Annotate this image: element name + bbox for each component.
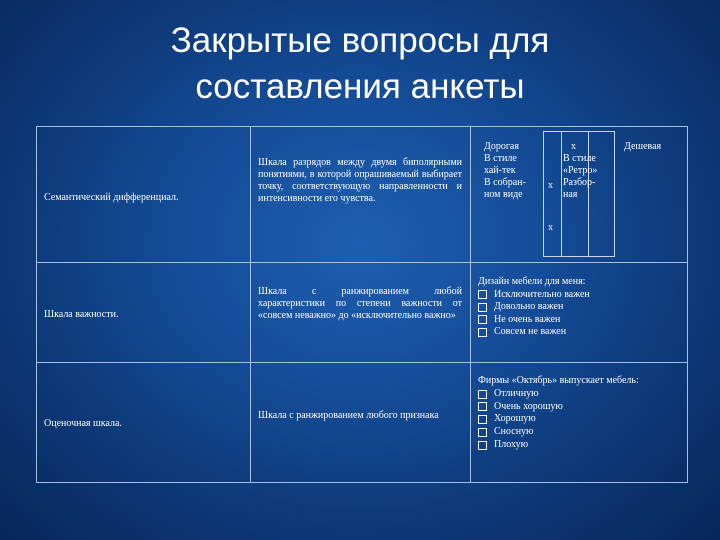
- row-description-rating: Шкала с ранжированием любого признака: [258, 410, 439, 421]
- mark-x: x: [548, 180, 553, 191]
- table-col-divider-1: [250, 126, 251, 483]
- row-name-importance: Шкала важности.: [44, 309, 119, 320]
- option-label: Плохую: [494, 438, 529, 450]
- importance-option[interactable]: [478, 314, 683, 327]
- middle-label-line: Разбор-: [563, 177, 596, 188]
- right-label: Дешевая: [624, 141, 662, 152]
- importance-option[interactable]: [478, 301, 683, 314]
- left-label-line: ном виде: [484, 189, 523, 200]
- checkbox-icon[interactable]: [478, 428, 487, 437]
- left-label-line: Дорогая: [484, 141, 519, 152]
- importance-option[interactable]: [478, 326, 683, 339]
- checkbox-icon[interactable]: [478, 390, 487, 399]
- checkbox-icon[interactable]: [478, 303, 487, 312]
- middle-label-line: «Ретро»: [563, 165, 598, 176]
- table-row-divider-2: [36, 362, 688, 363]
- option-label: Очень хорошую: [494, 400, 563, 412]
- table-border-right: [687, 126, 688, 483]
- title-line-2: составления анкеты: [195, 67, 525, 106]
- left-label: [484, 141, 544, 201]
- rating-option[interactable]: [478, 388, 683, 401]
- rating-example: [478, 375, 683, 452]
- left-label-line: хай-тек: [484, 165, 516, 176]
- left-label-line: В собран-: [484, 177, 526, 188]
- option-label: Сносную: [494, 426, 534, 438]
- importance-option[interactable]: [478, 289, 683, 302]
- table-border-left: [36, 126, 37, 483]
- option-label: Отличную: [494, 387, 539, 399]
- rating-grid-line: [543, 256, 615, 257]
- row-name-rating: Оценочная шкала.: [44, 418, 122, 429]
- mark-x: x: [548, 222, 553, 233]
- row-description-importance: Шкала с ранжированием любой характеристики по степени важности от «совсем неважно» до «исключительно важно»: [258, 286, 462, 321]
- checkbox-icon[interactable]: [478, 415, 487, 424]
- rating-option[interactable]: [478, 439, 683, 452]
- table-border-top: [36, 126, 688, 127]
- rating-grid-line: [543, 131, 544, 257]
- title-line-1: Закрытые вопросы для: [170, 21, 550, 60]
- importance-example: [478, 276, 683, 339]
- left-label-line: В стиле: [484, 153, 517, 164]
- table-row-divider-1: [36, 262, 688, 263]
- option-label: Довольно важен: [494, 301, 564, 312]
- mark-x: x: [571, 141, 576, 152]
- checkbox-icon[interactable]: [478, 315, 487, 324]
- middle-label: [563, 153, 615, 201]
- rating-grid-line: [561, 131, 562, 257]
- table-border-bottom: [36, 482, 688, 483]
- checkbox-icon[interactable]: [478, 441, 487, 450]
- option-label: Совсем не важен: [494, 326, 567, 337]
- row-description-semantic: Шкала разрядов между двумя биполярными понятиями, в которой опрашиваемый выбирает точку, соответствующую направленности и интенсивности его чувства.: [258, 157, 462, 204]
- rating-option[interactable]: [478, 401, 683, 414]
- checkbox-icon[interactable]: [478, 328, 487, 337]
- slide-title: [0, 18, 720, 110]
- option-label: Исключительно важен: [494, 288, 590, 300]
- rating-option[interactable]: [478, 413, 683, 426]
- rating-grid-line: [543, 131, 615, 132]
- option-label: Не очень важен: [494, 313, 561, 325]
- row-name-semantic: Семантический дифференциал.: [44, 192, 179, 203]
- importance-question: Дизайн мебели для меня:: [478, 276, 586, 287]
- rating-option[interactable]: [478, 426, 683, 439]
- rating-question: Фирмы «Октябрь» выпускает мебель:: [478, 375, 639, 386]
- middle-label-line: В стиле: [563, 153, 596, 164]
- checkbox-icon[interactable]: [478, 290, 487, 299]
- checkbox-icon[interactable]: [478, 402, 487, 411]
- middle-label-line: ная: [563, 189, 578, 200]
- option-label: Хорошую: [494, 413, 536, 425]
- table-col-divider-2: [470, 126, 471, 483]
